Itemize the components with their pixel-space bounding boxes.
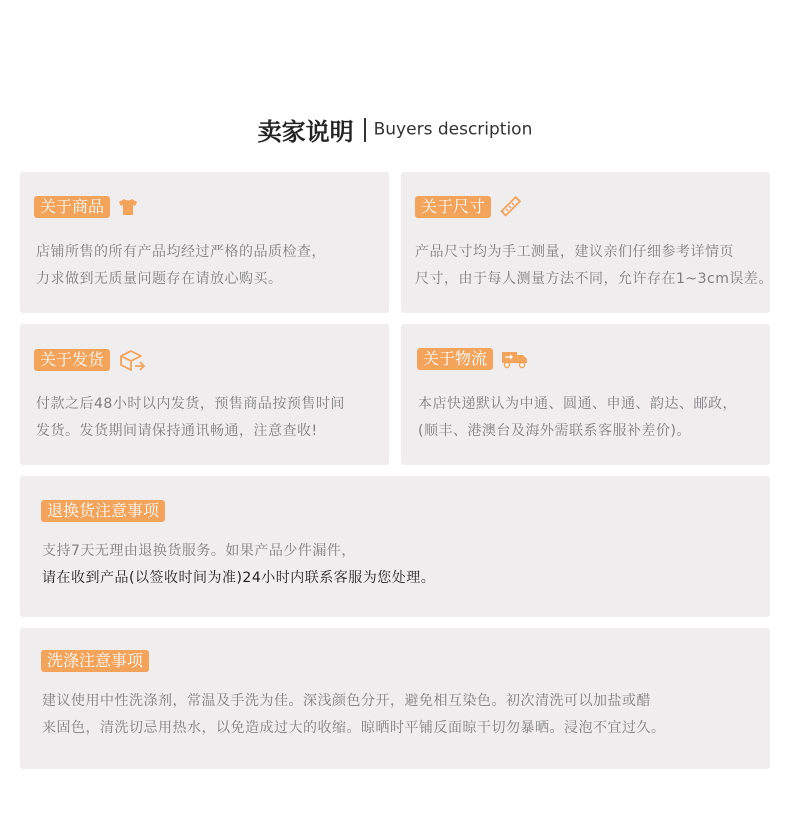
truck-icon	[501, 349, 529, 369]
package-icon	[118, 348, 146, 372]
size-line-1: 产品尺寸均为手工测量，建议亲们仔细参考详情页	[415, 244, 734, 260]
tshirt-icon	[118, 198, 138, 216]
returns-line-1: 支持7天无理由退换货服务。如果产品少件漏件，	[42, 543, 356, 559]
shipping-line-1: 付款之后48小时以内发货，预售商品按预售时间	[36, 396, 345, 412]
card-about-logistics	[401, 324, 770, 465]
badge-about-shipping: 关于发货	[34, 349, 110, 371]
badge-returns: 退换货注意事项	[41, 500, 165, 522]
card-about-product	[20, 172, 389, 313]
title-english: Buyers description	[373, 119, 533, 140]
card-washing	[20, 628, 770, 769]
product-line-1: 店铺所售的所有产品均经过严格的品质检查，	[36, 244, 326, 260]
size-line-2: 尺寸，由于每人测量方法不同，允许存在1~3cm误差。	[415, 271, 773, 287]
product-line-2: 力求做到无质量问题存在请放心购买。	[36, 271, 283, 287]
returns-line-2: 请在收到产品(以签收时间为准)24小时内联系客服为您处理。	[42, 570, 436, 586]
card-about-shipping	[20, 324, 389, 465]
shipping-line-2: 发货。发货期间请保持通讯畅通，注意查收!	[36, 423, 318, 439]
page-title	[0, 112, 790, 147]
washing-line-2: 来固色，清洗切忌用热水，以免造成过大的收缩。晾晒时平铺反面晾干切勿暴晒。浸泡不宜过久。	[42, 720, 666, 736]
title-divider	[364, 118, 366, 142]
card-about-size	[401, 172, 773, 313]
title-chinese: 卖家说明	[257, 118, 354, 146]
badge-about-product: 关于商品	[34, 196, 110, 218]
badge-about-size: 关于尺寸	[415, 196, 491, 218]
badge-washing: 洗涤注意事项	[41, 650, 149, 672]
washing-line-1: 建议使用中性洗涤剂，常温及手洗为佳。深浅颜色分开，避免相互染色。初次清洗可以加盐或醋	[42, 693, 651, 709]
logistics-line-1: 本店快递默认为中通、圆通、申通、韵达、邮政，	[418, 396, 737, 412]
logistics-line-2: (顺丰、港澳台及海外需联系客服补差价)。	[418, 423, 691, 439]
card-returns	[20, 476, 770, 617]
badge-about-logistics: 关于物流	[417, 348, 493, 370]
ruler-icon	[499, 196, 521, 218]
